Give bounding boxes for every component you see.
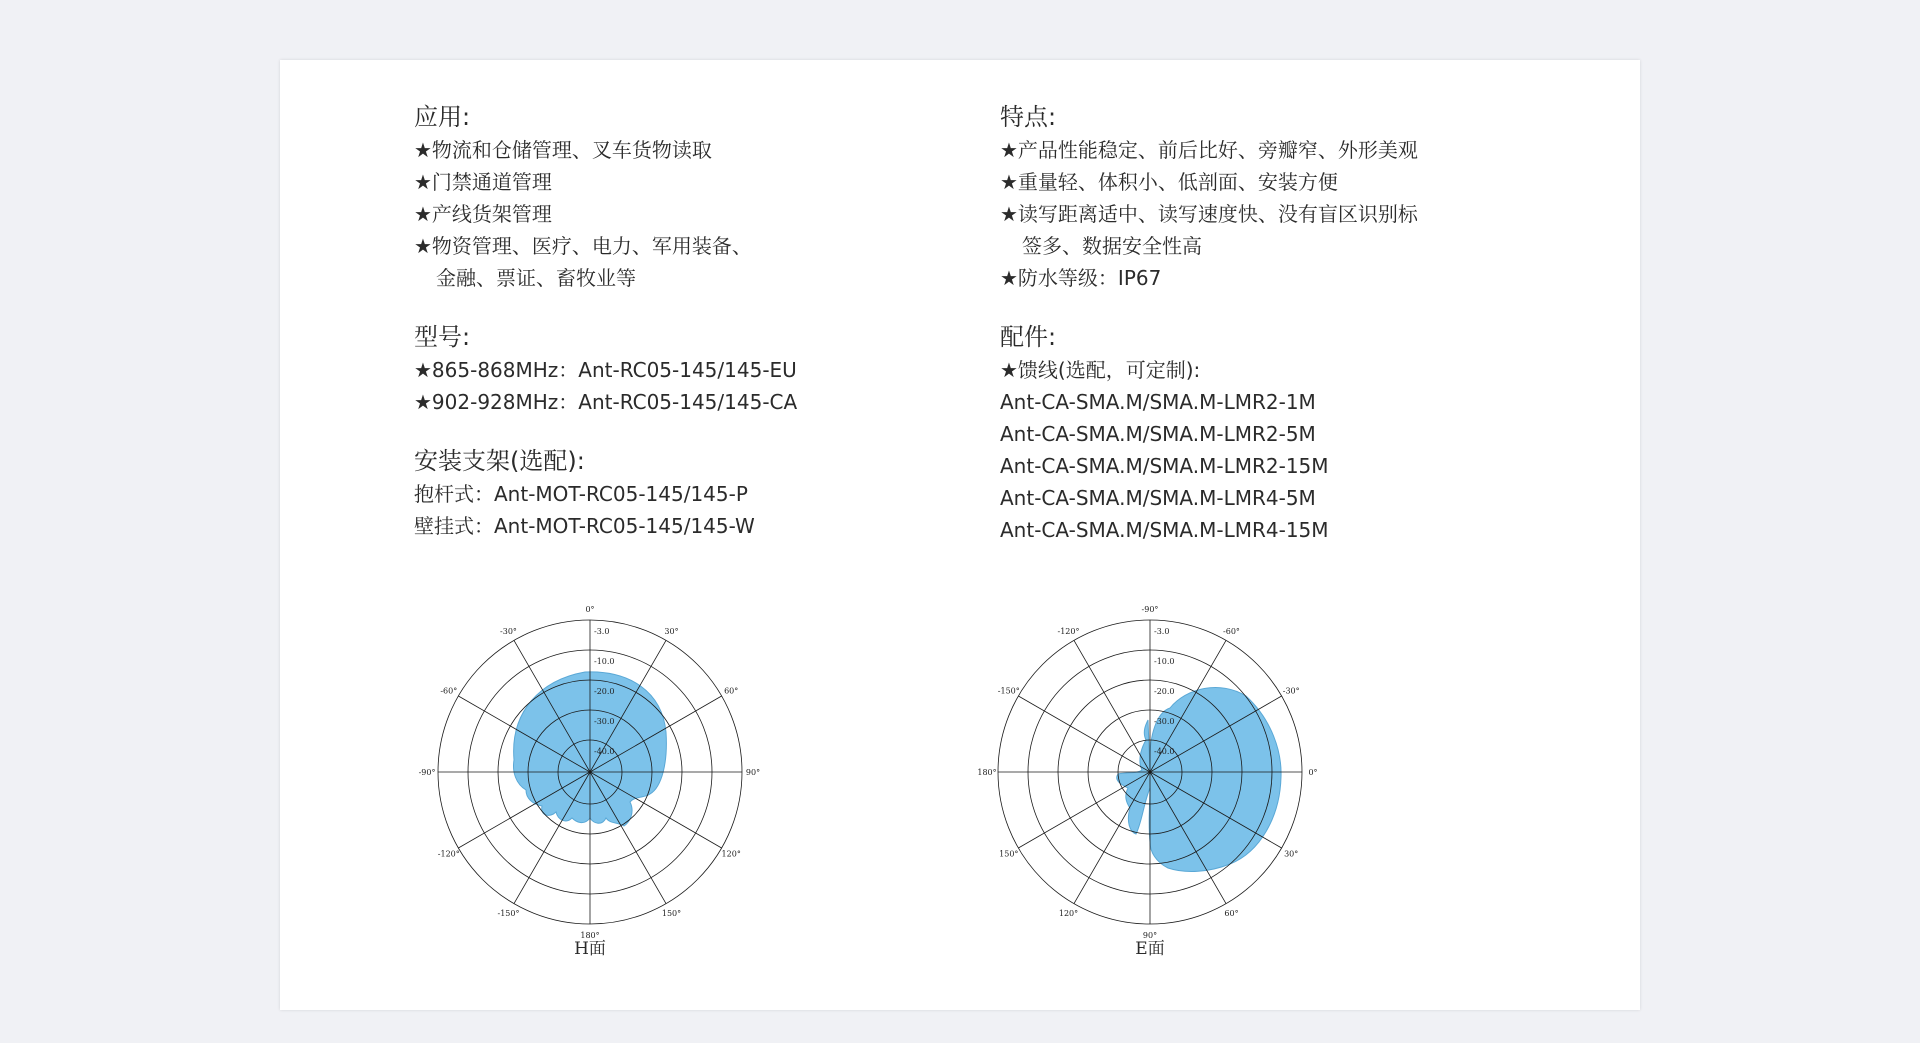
angle-tick-label: -150° (497, 909, 520, 919)
angle-tick-label: 120° (721, 849, 741, 859)
application-item: ★门禁通道管理 (414, 170, 552, 194)
angle-tick-label: -120° (437, 849, 460, 859)
ring-tick-label: -30.0 (1154, 717, 1175, 726)
e-plane-grid (998, 620, 1302, 924)
angle-tick-label: 90° (745, 768, 761, 777)
angle-tick-label: 60° (724, 686, 739, 696)
angle-tick-label: -120° (1057, 626, 1080, 636)
accessories-section (1000, 320, 1520, 546)
application-item: 金融、票证、畜牧业等 (436, 266, 636, 290)
features-item: ★读写距离适中、读写速度快、没有盲区识别标 (1000, 202, 1418, 226)
angle-tick-label: 60° (1224, 909, 1239, 919)
features-item: ★重量轻、体积小、低剖面、安装方便 (1000, 170, 1338, 194)
ring-tick-label: -20.0 (594, 687, 615, 696)
angle-tick-label: 30° (1284, 849, 1299, 859)
angle-tick-label: 150° (661, 909, 682, 919)
h-plane-radiation-chart (418, 605, 761, 962)
angle-tick-label: 150° (999, 849, 1019, 859)
angle-tick-label: -30° (500, 626, 517, 636)
ring-tick-label: -3.0 (1154, 627, 1170, 636)
ring-tick-label: -40.0 (1154, 747, 1175, 756)
application-title: 应用: (414, 103, 471, 131)
h-plane-caption: H面 (574, 939, 606, 959)
angle-tick-label: -90° (418, 768, 436, 777)
features-item: 签多、数据安全性高 (1022, 234, 1202, 258)
e-plane-pattern-lobe (1117, 687, 1281, 871)
features-title: 特点: (1000, 103, 1057, 131)
bracket-item: 抱杆式：Ant-MOT-RC05-145/145-P (414, 482, 748, 506)
application-item: ★物资管理、医疗、电力、军用装备、 (414, 234, 752, 258)
datasheet-page (280, 60, 1640, 1010)
angle-tick-label: 180° (580, 931, 600, 940)
ring-tick-label: -30.0 (594, 717, 615, 726)
angle-tick-label: -30° (1282, 686, 1300, 696)
model-item: ★902-928MHz：Ant-RC05-145/145-CA (414, 390, 798, 414)
bracket-section (414, 444, 934, 542)
accessories-item: Ant-CA-SMA.M/SMA.M-LMR4-5M (1000, 486, 1316, 510)
bracket-item: 壁挂式：Ant-MOT-RC05-145/145-W (414, 514, 755, 538)
angle-tick-label: -60° (440, 686, 458, 696)
model-item: ★865-868MHz：Ant-RC05-145/145-EU (414, 358, 797, 382)
features-section (1000, 100, 1520, 294)
angle-tick-label: -150° (997, 686, 1020, 696)
angle-tick-label: -60° (1223, 626, 1240, 636)
application-section (414, 100, 934, 294)
h-plane-grid (438, 620, 742, 924)
features-item: ★防水等级：IP67 (1000, 266, 1162, 290)
accessories-item: Ant-CA-SMA.M/SMA.M-LMR2-15M (1000, 454, 1329, 478)
angle-tick-label: 90° (1142, 931, 1158, 940)
accessories-item: Ant-CA-SMA.M/SMA.M-LMR2-1M (1000, 390, 1316, 414)
e-plane-polar-plot (977, 605, 1318, 940)
angle-tick-label: 180° (977, 768, 997, 777)
ring-tick-label: -20.0 (1154, 687, 1175, 696)
accessories-item: Ant-CA-SMA.M/SMA.M-LMR4-15M (1000, 518, 1329, 542)
angle-tick-label: 120° (1058, 909, 1079, 919)
ring-tick-label: -3.0 (594, 627, 610, 636)
angle-tick-label: -90° (1141, 605, 1159, 614)
accessories-item: Ant-CA-SMA.M/SMA.M-LMR2-5M (1000, 422, 1316, 446)
angle-tick-label: 0° (585, 605, 595, 614)
left-column (414, 100, 934, 568)
e-plane-caption: E面 (1135, 939, 1165, 959)
ring-tick-label: -10.0 (594, 657, 615, 666)
angle-tick-label: 30° (664, 626, 679, 636)
model-title: 型号: (414, 323, 471, 351)
ring-tick-label: -40.0 (594, 747, 615, 756)
model-section (414, 320, 934, 418)
angle-tick-label: 0° (1308, 768, 1318, 777)
accessories-title: 配件: (1000, 323, 1057, 351)
e-plane-radiation-chart (977, 605, 1318, 962)
ring-tick-label: -10.0 (1154, 657, 1175, 666)
accessories-item: ★馈线(选配，可定制): (1000, 358, 1201, 382)
bracket-title: 安装支架(选配): (414, 447, 585, 475)
application-item: ★物流和仓储管理、叉车货物读取 (414, 138, 712, 162)
right-column (1000, 100, 1520, 572)
application-item: ★产线货架管理 (414, 202, 552, 226)
features-item: ★产品性能稳定、前后比好、旁瓣窄、外形美观 (1000, 138, 1418, 162)
h-plane-polar-plot (418, 605, 761, 940)
